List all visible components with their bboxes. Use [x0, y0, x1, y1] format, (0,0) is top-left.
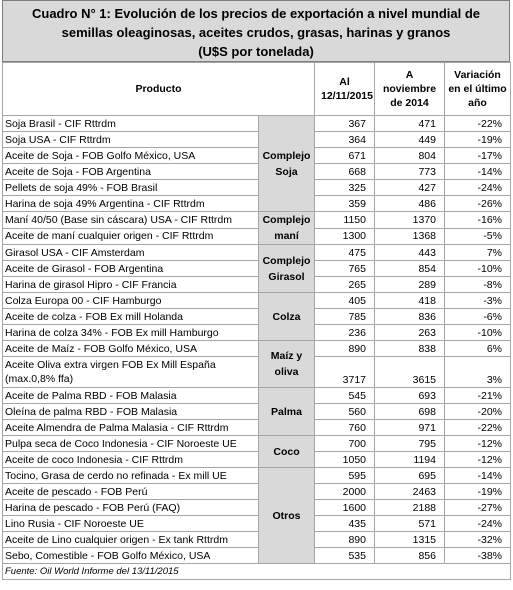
cell-producto: Aceite de coco Indonesia - CIF Rttrdm [3, 452, 259, 468]
group-label: Coco [259, 436, 315, 468]
cell-value-2015: 3717 [315, 357, 375, 388]
cell-producto: Tocino, Grasa de cerdo no refinada - Ex mill UE [3, 468, 259, 484]
cell-variacion: 3% [445, 357, 511, 388]
header-al-date: Al 12/11/2015 [315, 63, 375, 116]
cell-variacion: -10% [445, 325, 511, 341]
cell-value-2014: 449 [375, 132, 445, 148]
table-row [3, 325, 511, 341]
cell-producto: Harina de girasol Hipro - CIF Francia [3, 277, 259, 293]
cell-value-2015: 765 [315, 261, 375, 277]
cell-producto: Aceite de Girasol - FOB Argentina [3, 261, 259, 277]
cell-producto: Aceite de pescado - FOB Perú [3, 484, 259, 500]
cell-producto: Maní 40/50 (Base sin cáscara) USA - CIF Rttrdm [3, 212, 259, 229]
cell-value-2015: 2000 [315, 484, 375, 500]
header-al-prev: A noviembre de 2014 [375, 63, 445, 116]
cell-value-2015: 671 [315, 148, 375, 164]
table-row [3, 548, 511, 564]
cell-value-2015: 325 [315, 180, 375, 196]
cell-value-2015: 364 [315, 132, 375, 148]
title-line-1: Cuadro N° 1: Evolución de los precios de exportación a nivel mundial de [31, 6, 481, 21]
table-body [3, 116, 511, 564]
cell-variacion: -24% [445, 180, 511, 196]
cell-value-2015: 545 [315, 388, 375, 404]
cell-value-2014: 263 [375, 325, 445, 341]
cell-producto: Aceite Almendra de Palma Malasia - CIF Rttrdm [3, 420, 259, 436]
table-row [3, 516, 511, 532]
cell-value-2014: 1368 [375, 228, 445, 245]
cell-value-2014: 443 [375, 245, 445, 261]
cell-value-2014: 571 [375, 516, 445, 532]
title-line-3: (U$S por tonelada) [198, 44, 314, 59]
cell-value-2014: 856 [375, 548, 445, 564]
cell-value-2015: 236 [315, 325, 375, 341]
cell-variacion: -6% [445, 309, 511, 325]
table-row [3, 277, 511, 293]
cell-value-2015: 890 [315, 532, 375, 548]
cell-value-2015: 367 [315, 116, 375, 132]
cell-value-2014: 289 [375, 277, 445, 293]
cell-producto: Aceite Oliva extra virgen FOB Ex Mill España (max.0,8% ffa) [3, 357, 259, 388]
cell-producto: Harina de pescado - FOB Perú (FAQ) [3, 500, 259, 516]
table-row [3, 532, 511, 548]
cell-value-2015: 700 [315, 436, 375, 452]
table-row [3, 116, 511, 132]
cell-value-2014: 1315 [375, 532, 445, 548]
cell-variacion: -5% [445, 228, 511, 245]
cell-value-2014: 427 [375, 180, 445, 196]
cell-variacion: -20% [445, 404, 511, 420]
cell-variacion: -19% [445, 132, 511, 148]
cell-value-2014: 838 [375, 341, 445, 357]
table-row [3, 309, 511, 325]
cell-producto: Lino Rusia - CIF Noroeste UE [3, 516, 259, 532]
table-row [3, 341, 511, 357]
title-line-2: semillas oleaginosas, aceites crudos, grasas, harinas y granos [61, 25, 451, 40]
cell-value-2015: 405 [315, 293, 375, 309]
source-note: Fuente: Oil World Informe del 13/11/2015 [3, 564, 511, 580]
table-title [2, 0, 510, 62]
cell-variacion: 7% [445, 245, 511, 261]
cell-value-2015: 890 [315, 341, 375, 357]
group-label: Colza [259, 293, 315, 341]
cell-value-2014: 418 [375, 293, 445, 309]
cell-variacion: -10% [445, 261, 511, 277]
cell-value-2015: 535 [315, 548, 375, 564]
cell-value-2014: 695 [375, 468, 445, 484]
table-row [3, 245, 511, 261]
cell-producto: Colza Europa 00 - CIF Hamburgo [3, 293, 259, 309]
cell-producto: Oleína de palma RBD - FOB Malasia [3, 404, 259, 420]
cell-value-2014: 2188 [375, 500, 445, 516]
table-row [3, 468, 511, 484]
group-label: Maíz y oliva [259, 341, 315, 388]
cell-variacion: -32% [445, 532, 511, 548]
table-row [3, 452, 511, 468]
group-label: Complejo maní [259, 212, 315, 245]
cell-producto: Aceite de maní cualquier origen - CIF Rttrdm [3, 228, 259, 245]
table-row [3, 500, 511, 516]
table-row [3, 261, 511, 277]
cell-value-2014: 804 [375, 148, 445, 164]
table-row [3, 212, 511, 229]
cell-value-2015: 595 [315, 468, 375, 484]
cell-value-2014: 1370 [375, 212, 445, 229]
table-row [3, 164, 511, 180]
cell-producto: Soja USA - CIF Rttrdm [3, 132, 259, 148]
table-row [3, 388, 511, 404]
cell-variacion: -3% [445, 293, 511, 309]
cell-value-2015: 1050 [315, 452, 375, 468]
cell-producto: Aceite de Soja - FOB Argentina [3, 164, 259, 180]
prices-table [2, 62, 511, 580]
cell-variacion: -12% [445, 452, 511, 468]
cell-variacion: -14% [445, 164, 511, 180]
header-variacion: Variación en el último año [445, 63, 511, 116]
cell-value-2014: 854 [375, 261, 445, 277]
cell-variacion: -22% [445, 420, 511, 436]
table-row [3, 196, 511, 212]
cell-variacion: -27% [445, 500, 511, 516]
group-label: Complejo Girasol [259, 245, 315, 293]
cell-variacion: -38% [445, 548, 511, 564]
cell-variacion: -17% [445, 148, 511, 164]
cell-variacion: 6% [445, 341, 511, 357]
table-row [3, 228, 511, 245]
table-row [3, 132, 511, 148]
cell-value-2014: 693 [375, 388, 445, 404]
header-producto: Producto [3, 63, 315, 116]
cell-producto: Pellets de soja 49% - FOB Brasil [3, 180, 259, 196]
cell-producto: Soja Brasil - CIF Rttrdm [3, 116, 259, 132]
cell-value-2015: 668 [315, 164, 375, 180]
cell-producto: Pulpa seca de Coco Indonesia - CIF Noroeste UE [3, 436, 259, 452]
cell-value-2015: 785 [315, 309, 375, 325]
cell-variacion: -19% [445, 484, 511, 500]
cell-value-2014: 1194 [375, 452, 445, 468]
cell-producto: Aceite de colza - FOB Ex mill Holanda [3, 309, 259, 325]
cell-variacion: -21% [445, 388, 511, 404]
cell-value-2014: 2463 [375, 484, 445, 500]
table-row [3, 357, 511, 388]
cell-value-2015: 1150 [315, 212, 375, 229]
table-row [3, 293, 511, 309]
cell-variacion: -14% [445, 468, 511, 484]
cell-producto: Sebo, Comestible - FOB Golfo México, USA [3, 548, 259, 564]
table-row [3, 420, 511, 436]
cell-variacion: -16% [445, 212, 511, 229]
cell-value-2015: 359 [315, 196, 375, 212]
cell-variacion: -22% [445, 116, 511, 132]
table-row [3, 484, 511, 500]
cell-value-2014: 836 [375, 309, 445, 325]
table-row [3, 436, 511, 452]
cell-value-2014: 486 [375, 196, 445, 212]
cell-value-2015: 760 [315, 420, 375, 436]
cell-variacion: -26% [445, 196, 511, 212]
cell-value-2014: 698 [375, 404, 445, 420]
cell-producto: Harina de colza 34% - FOB Ex mill Hamburgo [3, 325, 259, 341]
table-row [3, 404, 511, 420]
cell-producto: Aceite de Lino cualquier origen - Ex tank Rttrdm [3, 532, 259, 548]
cell-value-2014: 773 [375, 164, 445, 180]
table-row [3, 148, 511, 164]
table-row [3, 180, 511, 196]
cell-producto: Aceite de Soja - FOB Golfo México, USA [3, 148, 259, 164]
cell-value-2014: 471 [375, 116, 445, 132]
cell-producto: Aceite de Palma RBD - FOB Malasia [3, 388, 259, 404]
cell-producto: Aceite de Maíz - FOB Golfo México, USA [3, 341, 259, 357]
cell-value-2014: 795 [375, 436, 445, 452]
cell-value-2015: 265 [315, 277, 375, 293]
cell-value-2015: 435 [315, 516, 375, 532]
cell-value-2015: 1300 [315, 228, 375, 245]
cell-variacion: -24% [445, 516, 511, 532]
cell-variacion: -8% [445, 277, 511, 293]
cell-value-2014: 971 [375, 420, 445, 436]
group-label: Complejo Soja [259, 116, 315, 212]
group-label: Otros [259, 468, 315, 564]
cell-value-2015: 560 [315, 404, 375, 420]
cell-producto: Girasol USA - CIF Amsterdam [3, 245, 259, 261]
group-label: Palma [259, 388, 315, 436]
cell-producto: Harina de soja 49% Argentina - CIF Rttrdm [3, 196, 259, 212]
cell-variacion: -12% [445, 436, 511, 452]
cell-value-2014: 3615 [375, 357, 445, 388]
cell-value-2015: 1600 [315, 500, 375, 516]
cell-value-2015: 475 [315, 245, 375, 261]
